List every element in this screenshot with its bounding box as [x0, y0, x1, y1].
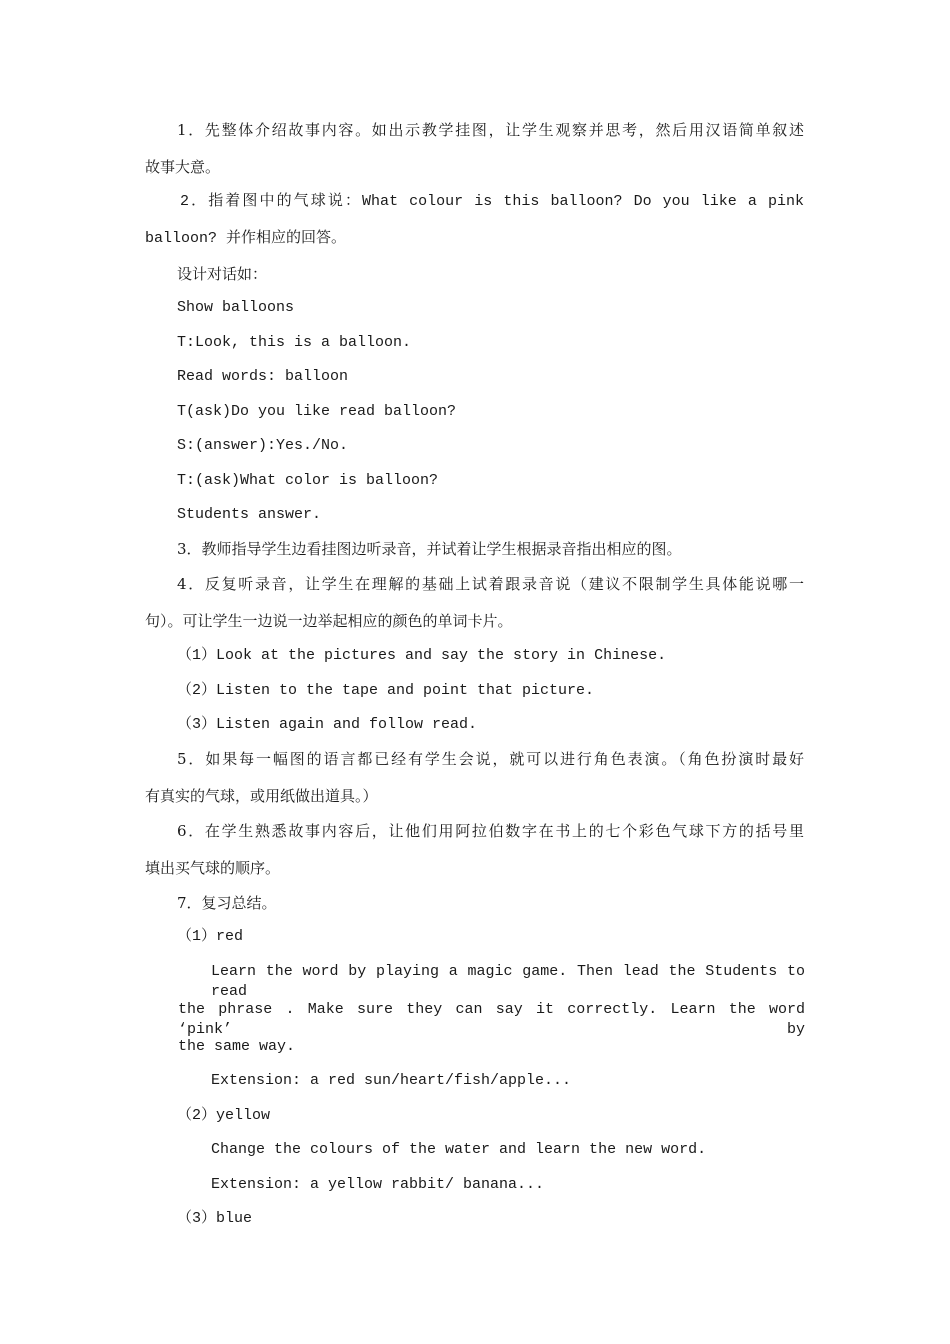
paragraph-2-line-2: balloon? 并作相应的回答。 — [145, 230, 347, 247]
paragraph-5-line-2: 有真实的气球，或用纸做出道具。） — [145, 787, 378, 805]
dialogue-line: T(ask)Do you like read balloon? — [177, 403, 457, 420]
review-yellow-extension: Extension: a yellow rabbit/ banana... — [211, 1176, 545, 1193]
review-yellow-body: Change the colours of the water and learn the new word. — [211, 1141, 707, 1158]
review-red-body-line-1: Learn the word by playing a magic game. Then lead the Students to read — [211, 963, 805, 1000]
step-item: （1）Look at the pictures and say the story in Chinese. — [177, 647, 667, 664]
dialogue-line: T:Look, this is a balloon. — [177, 334, 412, 351]
review-heading-blue: （3）blue — [177, 1210, 253, 1227]
review-red-body-line-3: the same way. — [178, 1038, 296, 1055]
dialogue-line: Show balloons — [177, 299, 295, 316]
paragraph-1-line-2: 故事大意。 — [145, 158, 221, 176]
step-item: （2）Listen to the tape and point that picture. — [177, 682, 595, 699]
paragraph-4-line-1: 4．反复听录音，让学生在理解的基础上试着跟录音说（建议不限制学生具体能说哪一 — [177, 575, 804, 593]
review-heading-yellow: （2）yellow — [177, 1107, 271, 1124]
paragraph-2-line-1: 2．指着图中的气球说：What colour is this balloon? Do you like a pink — [180, 193, 804, 210]
paragraph-3: 3．教师指导学生边看挂图边听录音，并试着让学生根据录音指出相应的图。 — [177, 540, 682, 558]
dialogue-line: S:(answer):Yes./No. — [177, 437, 349, 454]
dialogue-intro: 设计对话如： — [177, 265, 268, 283]
review-red-body-line-2: the phrase . Make sure they can say it correctly. Learn the word ‘pink’ by — [178, 1001, 805, 1038]
review-red-extension: Extension: a red sun/heart/fish/apple... — [211, 1072, 572, 1089]
review-heading-red: （1）red — [177, 928, 244, 945]
paragraph-7: 7．复习总结。 — [177, 894, 277, 912]
paragraph-6-line-2: 填出买气球的顺序。 — [145, 859, 281, 877]
dialogue-line: Students answer. — [177, 506, 322, 523]
paragraph-1-line-1: 1．先整体介绍故事内容。如出示教学挂图，让学生观察并思考，然后用汉语简单叙述 — [177, 121, 804, 139]
dialogue-line: Read words: balloon — [177, 368, 349, 385]
paragraph-5-line-1: 5．如果每一幅图的语言都已经有学生会说，就可以进行角色表演。（角色扮演时最好 — [177, 750, 804, 768]
paragraph-4-line-2: 句）。可让学生一边说一边举起相应的颜色的单词卡片。 — [145, 612, 513, 630]
dialogue-line: T:(ask)What color is balloon? — [177, 472, 439, 489]
step-item: （3）Listen again and follow read. — [177, 716, 478, 733]
paragraph-6-line-1: 6．在学生熟悉故事内容后，让他们用阿拉伯数字在书上的七个彩色气球下方的括号里 — [177, 822, 804, 840]
